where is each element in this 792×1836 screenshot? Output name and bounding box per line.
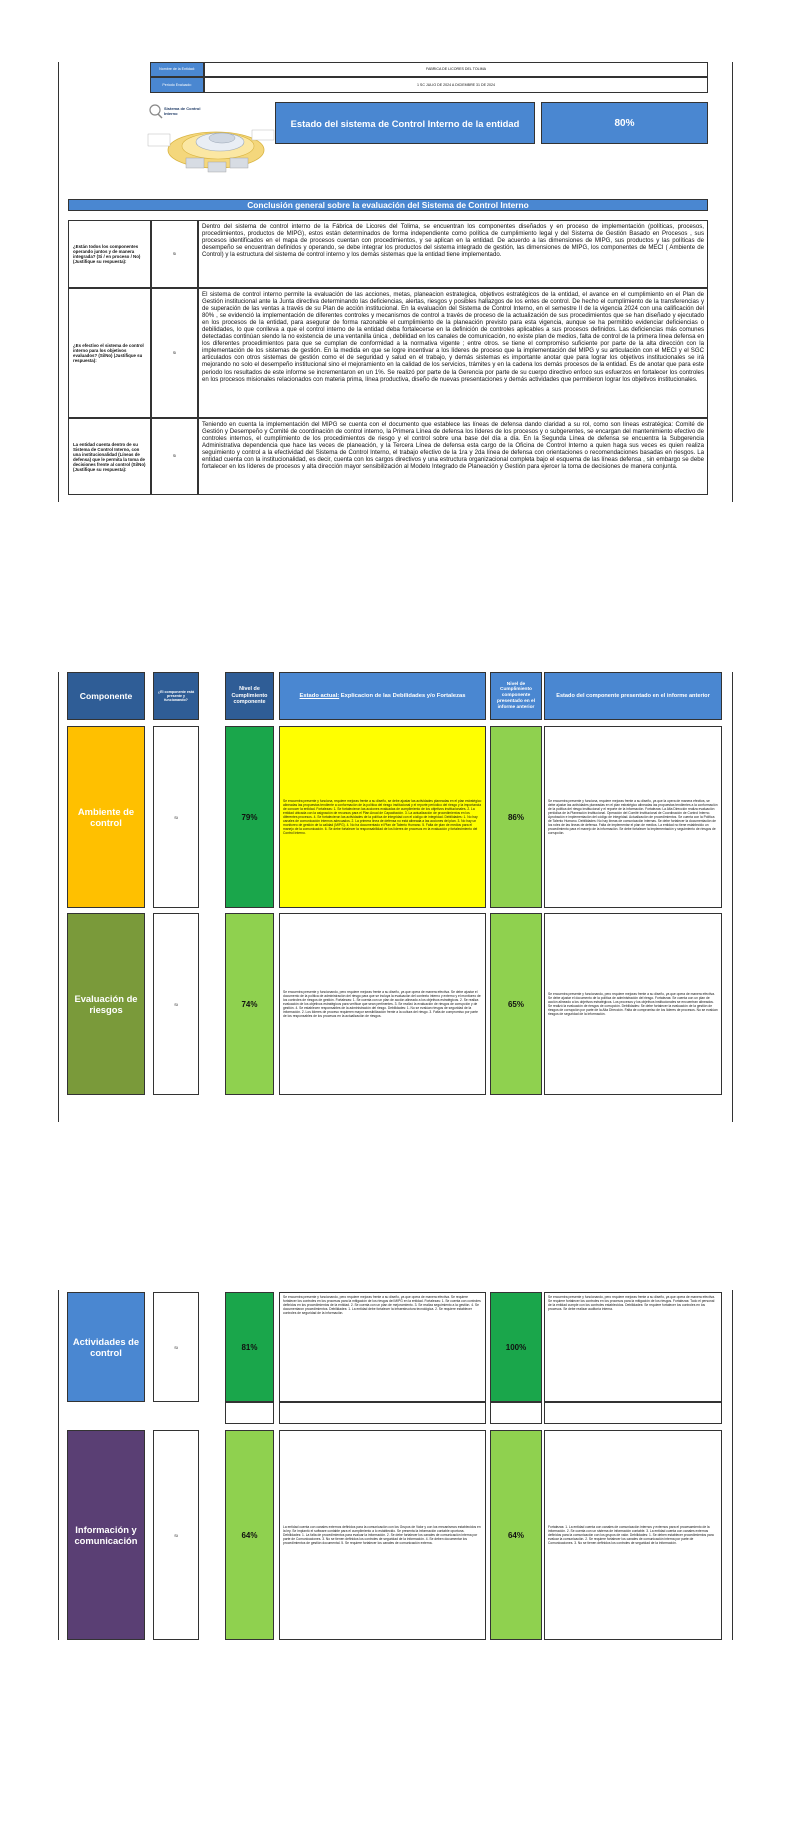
conclusion-question-3: La entidad cuenta dentro de su Sistema de Control Interno, con una institucionalidad (Líneas de defensa) que le permita la toma de decisiones frente al control (Si/No) (Justifique su respuesta):	[68, 418, 151, 495]
page3-right-rule	[732, 1290, 733, 1640]
hdr-component: Componente	[67, 672, 145, 720]
present-actividades: Si	[153, 1292, 199, 1402]
spacer-cell-4	[544, 1402, 722, 1424]
page1-left-rule	[58, 62, 59, 502]
prev-level-ambiente: 86%	[490, 726, 542, 908]
conclusion-answer-3: Si	[151, 418, 198, 495]
page2-right-rule	[732, 672, 733, 1122]
conclusion-answer-2: Si	[151, 288, 198, 418]
level-riesgos: 74%	[225, 913, 274, 1095]
conclusion-question-1: ¿Están todos los componentes operando juntos y de manera integrada? (Si / en proceso / No) (Justifique su respuesta):	[68, 220, 151, 288]
level-ambiente: 79%	[225, 726, 274, 908]
present-riesgos: Si	[153, 913, 199, 1095]
prev-riesgos: Se encuentra presente y funcionando, pero requiere mejoras frente a su diseño, ya que opera de manera efectiva. Se debe ajustar el documento de la política de administración del riesgo. Fortalezas: Se cuenta con un plan de acción alineado a los objetivos estratégicos. Los procesos y los objetivos institucionales se encuentran alineados. Se realizó la evaluación de riesgos de corrupción. Debilidades: Se debe fortalecer la evaluación de la gestión de riesgos de corrupción por parte de la Alta Dirección. Falta de compromiso de los líderes de procesos. No se evalúan riesgos de seguridad de la información.	[544, 913, 722, 1095]
conclusion-title: Conclusión general sobre la evaluación del Sistema de Control Interno	[68, 199, 708, 211]
component-riesgos: Evaluación de riesgos	[67, 913, 145, 1095]
hdr-current-state-underlined: Estado actual:	[299, 693, 340, 699]
conclusion-text-1: Dentro del sistema de control interno de la Fábrica de Licores del Tolima, se encuentran los componentes diseñados y en proceso de implementación (políticas, procesos, procedimientos, productos de MIPG), estos están determinados de forma independiente como política de cumplimiento legal y del Sistema de Gestión Basado en Procesos , sus procesos identificados en el mapa de procesos cuentan con procedimientos, y se aplican en la entidad. De acuerdo a las dimensiones de MIPG, sus productos y las políticas de desempeño se encuentran definidos y operando, se debe integrar los productos del sistema integrado de gestión, las dimensiones de MIPG, los componentes de MECI ( Ambiente de Control) y la estructura del sistema de control interno y los demás sistemas que la entidad tiene implementado.	[198, 220, 708, 288]
current-actividades: Se encuentra presente y funcionando, pero requiere mejoras frente a su diseño, ya que opera de manera efectiva. Se requiere fortalecer los controles en los procesos para la mitigación de los riesgos del MIPG en la entidad. Fortalezas: 1. Se cuenta con controles definidos en los procedimientos de la entidad. 2. Se cuenta con un plan de mejoramiento. 3. Se realiza seguimiento a la gestión. 4. Se documentaron procedimientos. Debilidades: 1. La entidad debe fortalecer la infraestructura tecnológica. 2. Se requiere establecer controles de seguridad de la información.	[279, 1292, 486, 1402]
prev-level-actividades: 100%	[490, 1292, 542, 1402]
prev-actividades: Se encuentra presente y funcionando, pero requiere mejoras frente a su diseño, ya que opera de manera efectiva. Se requiere fortalecer los controles en los procesos para la mitigación de los riesgos. Fortalezas: Todo el personal de la entidad cumple con los controles establecidos. Debilidades: Se requiere fortalecer los controles en los procesos. Se debe realizar auditoría interna.	[544, 1292, 722, 1402]
period-label: Periodo Evaluado:	[150, 77, 204, 93]
sci-logo	[146, 100, 286, 180]
page3-left-rule	[58, 1290, 59, 1640]
entity-label: Nombre de la Entidad:	[150, 62, 204, 77]
prev-level-informacion: 64%	[490, 1430, 542, 1640]
current-riesgos: Se encuentra presente y funcionando, pero requiere mejoras frente a su diseño, ya que opera de manera efectiva. Se debe ajustar el documento de la política de administración del riesgo para que se incluya la evaluación del contexto interno y externo y el monitoreo de los controles de riesgos de gestión. Fortalezas: 1. Se cuenta con un plan de acción alineado a los objetivos estratégicos. 2. Se realiza evaluación de los objetivos estratégicos para verificar que sean pertinentes. 3. Se realizó la evaluación de riesgos de corrupción y de gestión. 4. Se establecen responsables de la administración del riesgo. Debilidades: 1. No se evalúan riesgos de seguridad de la información. 2. Los líderes de proceso requieren mayor sensibilización frente a la cultura del riesgo. 3. Falta de compromiso por parte de los responsables de los procesos en la actualización de riesgos.	[279, 913, 486, 1095]
status-value: 80%	[541, 102, 708, 144]
spacer-cell-1	[225, 1402, 274, 1424]
spacer-cell-2	[279, 1402, 486, 1424]
conclusion-text-2: El sistema de control interno permite la evaluación de las acciones, metas, planeacion estrategica, objetivos estratégicos de la entidad, el avance en el cumplimiento en el Plan de Gestión institucional ante la Junta directiva determinando las deficiencias, alertas, riesgos y posibles hallazgos de los entes de control. De hecho el cumplimiento de la transferencias y de superación de las ventas a través de su Plan de acción institucional. En la evaluación del Sistema de Control Interno, en el semestre II de la vigencia 2024 con una calificación del 80% , se evidenció la implementación de diferentes controles y mecanismos de control a través de proceso de la actualización de sus procedimientos que se han diseñado y ejecutado en los procesos de la entidad, para asegurar de forma razonable el cumplimiento de la planeación previsto para esta vigencia, aunque se ha permitido evidenciar deficiencias o debilidades, lo que conlleva a que el control interno de la entidad deba fortalecerse en la definición de controles aplicables a sus procesos definidos. Las deficiencias más comunes detectadas continúan siendo la no existencia de una ventanilla única , debilidad en los canales de comunicación, no existe plan de medios, falta de control de la primera línea defensa en los diferentes procedimientos para que se cumplan de conformidad a la normativa vigente ; entre otros. se tiene el compromiso suficiente por parte de la alta dirección con la implementación de los sistemas de gestión. En la medida en que se logre incentivar a los líderes de proceso que la implementación del MIPG y su articulación con el MECI y el SGC articulados con otros sistemas de gestión como el de seguridad y salud en el trabajo, y demás sistemas es importante anotar que para lograr los objetivos institucionales se irá mejorando no solo el desempeño institucional sino el mejoramiento en la calidad de los servicios, trámites y en la cadena los demás procesos de la entidad. Es de anotar que para este periodo los resultados de este informe se incrementaron en un 1%. Se realizó por parte de la Gerencia por parte de su cuerpo directivo enfoco sus esfuerzos en fortalecer los controles en los procesos misionales relacionados con materia prima, línea productiva, diseño de nuevas presentaciones y demás actividades que permitieron lograr los objetivos institucionales.	[198, 288, 708, 418]
hdr-prev-state: Estado del componente presentado en el informe anterior	[544, 672, 722, 720]
present-ambiente: Si	[153, 726, 199, 908]
sci-logo-label: Sistema de Control Interno	[164, 106, 201, 116]
prev-level-riesgos: 65%	[490, 913, 542, 1095]
current-informacion: La entidad cuenta con canales externos definidos para la comunicación con los Grupos de Valor y con los mecanismos establecidos en la ley. Se implantó el software contable para el cumplimiento a lo establecido. Se presenta la información contable oportuna. Debilidades: 1. La falta de procedimientos para evaluar la información. 2. Se debe fortalecer los canales de comunicación interna por parte de Comunicaciones. 3. No se tienen definidos los controles de seguridad de la información. 4. Se deben documentar los procedimientos de gestión documental. 5. Se requiere fortalecer los canales de comunicación externa.	[279, 1430, 486, 1640]
period-value: 1 SC JULIO DE 2024 A DICIEMBRE 31 DE 2024	[204, 77, 708, 93]
conclusion-answer-1: Si	[151, 220, 198, 288]
prev-informacion: Fortalezas: 1. La entidad cuenta con canales de comunicación internos y externos para el procesamiento de la información. 2. Se cuenta con un sistema de información contable. 3. La entidad cuenta con canales externos definidos para la comunicación con los grupos de valor. Debilidades: 1. Se deben establecer procedimientos para evaluar la comunicación. 2. Se requiere fortalecer los canales de comunicación interna por parte de Comunicaciones. 3. No se tienen definidos los controles de seguridad de la información.	[544, 1430, 722, 1640]
present-informacion: Si	[153, 1430, 199, 1640]
entity-name: FABRICA DE LICORES DEL TOLIMA	[204, 62, 708, 77]
component-informacion: Información y comunicación	[67, 1430, 145, 1640]
hdr-level: Nivel de Cumplimiento componente	[225, 672, 274, 720]
component-actividades: Actividades de control	[67, 1292, 145, 1402]
conclusion-text-3: Teniendo en cuenta la implementación del MIPG se cuenta con el documento que establece las líneas de defensa dando claridad a su rol, como son líneas estratégica: Comité de Gestión y Desempeño y Comité de coordinación de control interno, la Primera Línea de defensa los líderes de los procesos y o subgerentes, se encargan del mantenimiento efectivo de controles internos, el cumplimiento de los procedimientos de riesgo y el control sobre una base del día a día. En la Segunda Línea de defensa se encuentra la Subgerencia Administrativa dependencia que hace las veces de planeación, y la Tercera Línea de defensa esta cargo de la Oficina de Control Interno a quien haga sus veces es quien realiza seguimiento y control a la efectividad del Sistema de Control Interno, el trabajo efectivo de la 1ra y 2da línea de defensa con orientaciones o recomendaciones basadas en riesgos. La entidad cuenta con la institucionalidad, es decir, cuenta con los cargos directivos y una estructura organizacional completa bajo el esquema de las líneas defensa , sin embargo se debe fortalecer en los líderes de procesos y alta dirección mayor sensibilización al Modelo Integrado de Planeación y Gestión para ejercer la toma de decisiones de manera conjunta.	[198, 418, 708, 495]
level-actividades: 81%	[225, 1292, 274, 1402]
hdr-current-state-rest: Explicacion de las Debilidades y/o Fortalezas	[339, 693, 466, 699]
page1-right-rule	[732, 62, 733, 502]
hdr-prev-level: Nivel de Cumplimiento componente presentado en el informe anterior	[490, 672, 542, 720]
hdr-present: ¿El componente está presente y funcionando?	[153, 672, 199, 720]
spacer-cell-3	[490, 1402, 542, 1424]
status-title: Estado del sistema de Control Interno de la entidad	[275, 102, 535, 144]
component-ambiente: Ambiente de control	[67, 726, 145, 908]
conclusion-question-2: ¿Es efectivo el sistema de control interno para los objetivos evaluados? (Si/No) (Justifique su respuesta):	[68, 288, 151, 418]
level-informacion: 64%	[225, 1430, 274, 1640]
hdr-current-state	[279, 672, 486, 720]
current-ambiente: Se encuentra presente y funciona, requiere mejoras frente a su diseño, se debe ajustar las actividades planeadas en el plan estratégico alineadas las propuestas tendiente a conformación de la política del riesgo institucional y el reporte periódico del riesgo y la importancia de conocer la entidad. Fortalezas: 1. Se fortalecieron las acciones evaluadas de cumplimiento de los objetivos institucionales. 2. La entidad ubicada con la asignación de recursos para el Plan Anual de Capacitación. 3. La actualización de procedimientos en los diferentes procesos. 4. Se fortalecieron las actividades de la política de integridad con el código de integridad. Debilidades: 1. No hay canales de comunicación internos adecuados. 2. La primera línea de defensa no está alineada a las acciones del plan. 3. No hay un monitoreo de gestión de la calidad (MIPG). 4. No ha documentado el Plan de Talento Humano. 5. Falta de plan de medios para el manejo de la comunicación. 6. Se debe fortalecer la responsabilidad de los líderes de procesos en la evaluación y fortalecimiento del Control Interno.	[279, 726, 486, 908]
prev-ambiente: Se encuentra presente y funciona, requiere mejoras frente a su diseño, ya que la opera de manera efectiva, se debe ajustar las actividades planeadas en el plan estratégico alineadas las propuestas tendientes a la conformación de la política del riesgo institucional y el reporte de la información. Fortalezas: La Alta Dirección realiza evaluación periódica de la Planeación Institucional. Operación del Comité Institucional de Coordinación de Control Interno. Aprobación e implementación del código de integridad. Actualización de procedimientos. Se cuenta con la Política de Talento Humano. Debilidades: No hay líneas de comunicación internas. Se debe fortalecer la documentación de los roles de las líneas de defensa. Falta de implementar el plan de medios. La entidad no tiene establecido un procedimiento para el manejo de la información. Se debe fortalecer la implementación y seguimiento de riesgos de corrupción.	[544, 726, 722, 908]
page2-left-rule	[58, 672, 59, 1122]
